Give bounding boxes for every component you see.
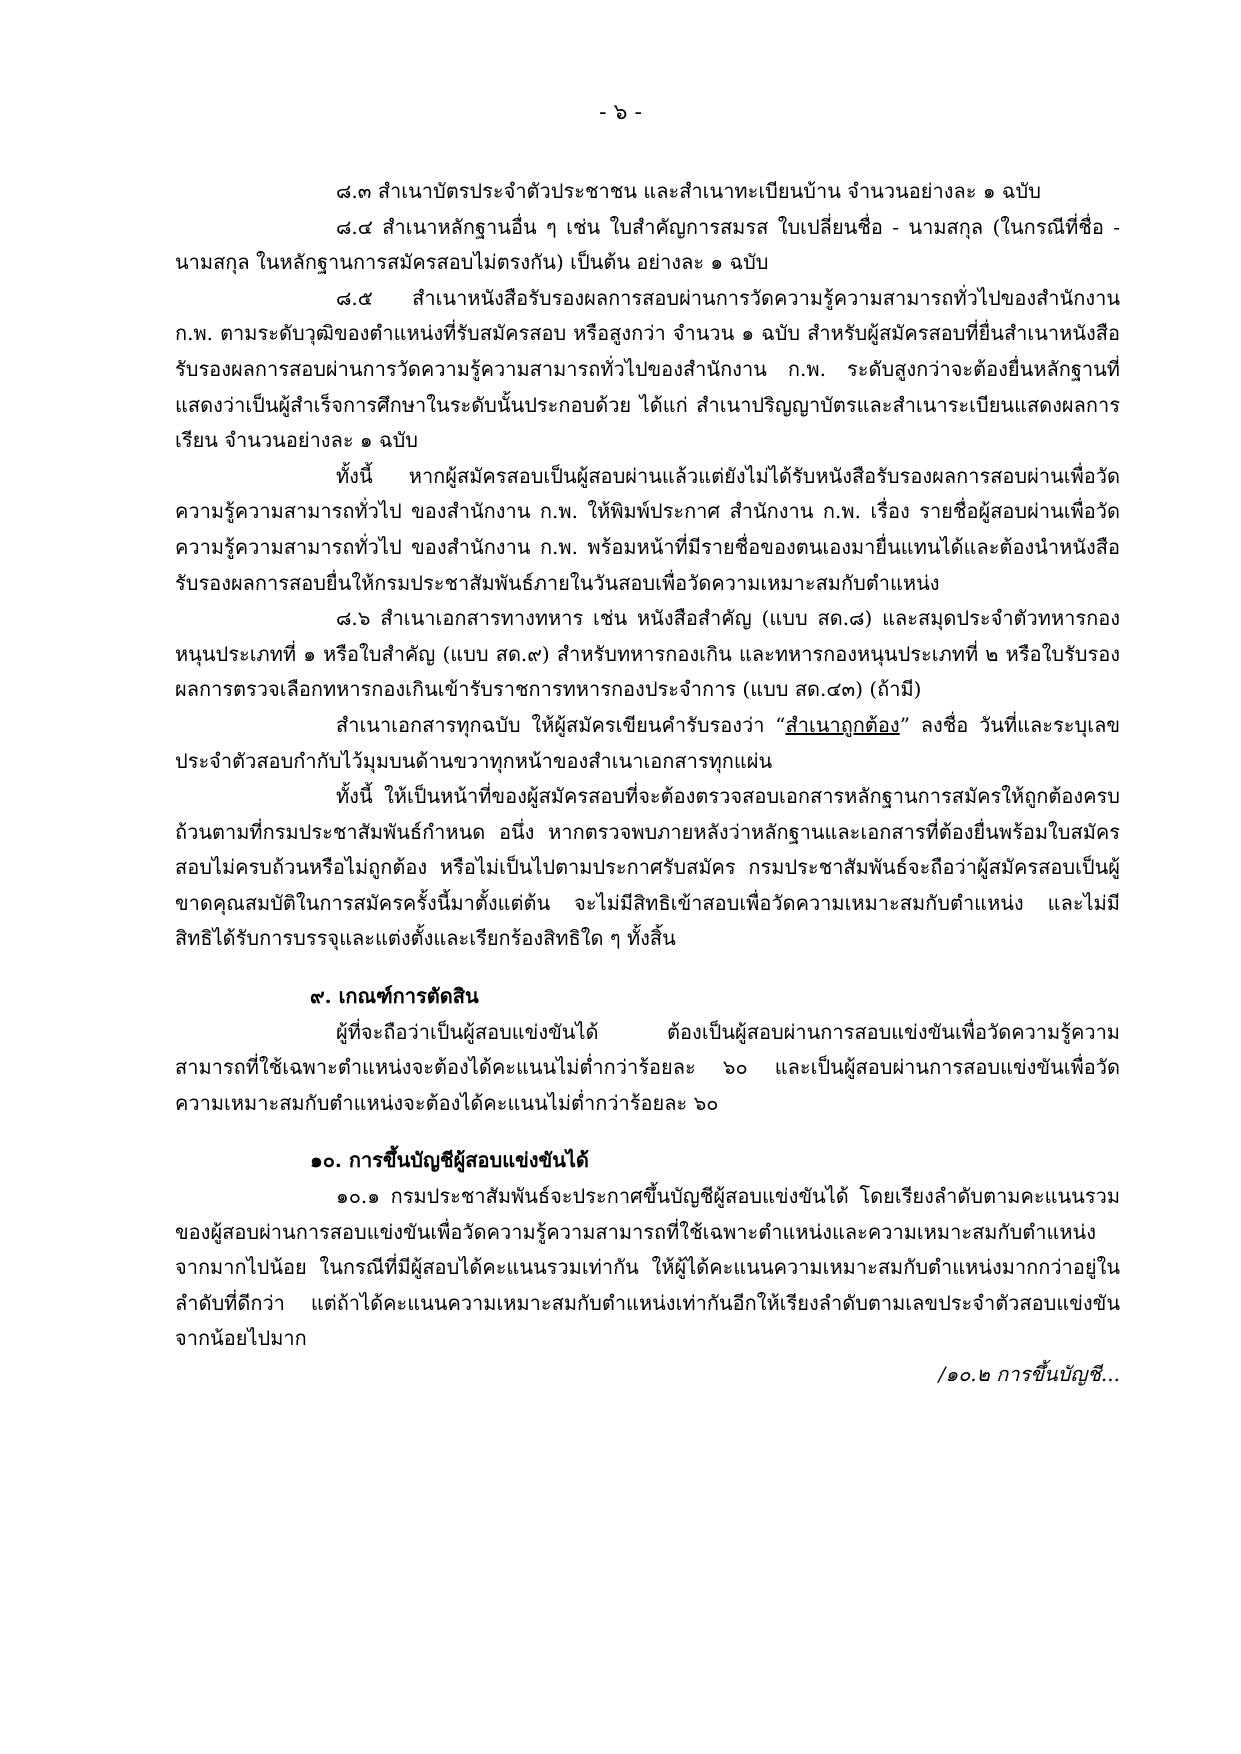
document-body	[175, 174, 1120, 1393]
certify-underlined-word: สำเนาถูกต้อง	[785, 712, 900, 737]
duty-paragraph: ทั้งนี้ ให้เป็นหน้าที่ของผู้สมัครสอบที่จะต้องตรวจสอบเอกสารหลักฐานการสมัครให้ถูกต้องครบถ้วนตามที่กรมประชาสัมพันธ์กำหนด อนึ่ง หากตรวจพบภายหลังว่าหลักฐานและเอกสารที่ต้องยื่นพร้อมใบสมัครสอบไม่ครบถ้วนหรือไม่ถูกต้อง หรือไม่เป็นไปตามประกาศรับสมัคร กรมประชาสัมพันธ์จะถือว่าผู้สมัครสอบเป็นผู้ขาดคุณสมบัติในการสมัครครั้งนี้มาตั้งแต่ต้น จะไม่มีสิทธิเข้าสอบเพื่อวัดความเหมาะสมกับตำแหน่ง และไม่มีสิทธิได้รับการบรรจุและแต่งตั้งและเรียกร้องสิทธิใด ๆ ทั้งสิ้น	[175, 784, 1120, 951]
item-8-5-paragraph: ๘.๕ สำเนาหนังสือรับรองผลการสอบผ่านการวัดความรู้ความสามารถทั่วไปของสำนักงาน ก.พ. ตามระดับวุฒิของตำแหน่งที่รับสมัครสอบ หรือสูงกว่า จำนวน ๑ ฉบับ สำหรับผู้สมัครสอบที่ยื่นสำเนาหนังสือรับรองผลการสอบผ่านการวัดความรู้ความสามารถทั่วไปของสำนักงาน ก.พ. ระดับสูงกว่าจะต้องยื่นหลักฐานที่แสดงว่าเป็นผู้สำเร็จการศึกษาในระดับนั้นประกอบด้วย ได้แก่ สำเนาปริญญาบัตรและสำเนาระเบียนแสดงผลการเรียน จำนวนอย่างละ ๑ ฉบับ	[175, 285, 1120, 453]
item-8-5-note-paragraph: ทั้งนี้ หากผู้สมัครสอบเป็นผู้สอบผ่านแล้วแต่ยังไม่ได้รับหนังสือรับรองผลการสอบผ่านเพื่อวัดความรู้ความสามารถทั่วไป ของสำนักงาน ก.พ. ให้พิมพ์ประกาศ สำนักงาน ก.พ. เรื่อง รายชื่อผู้สอบผ่านเพื่อวัดความรู้ความสามารถทั่วไป ของสำนักงาน ก.พ. พร้อมหน้าที่มีรายชื่อของตนเองมายื่นแทนได้และต้องนำหนังสือรับรองผลการสอบยื่นให้กรมประชาสัมพันธ์ภายในวันสอบเพื่อวัดความเหมาะสมกับตำแหน่ง	[175, 463, 1120, 595]
certify-text-after: ลงชื่อ วันที่และระบุเลขประจำตัวสอบกำกับไว้มุมบนด้านขวาทุกหน้าของสำเนาเอกสารทุกแผ่น	[175, 712, 1120, 773]
certify-open-quote: “	[775, 712, 786, 737]
item-8-3-paragraph: ๘.๓ สำเนาบัตรประจำตัวประชาชน และสำเนาทะเบียนบ้าน จำนวนอย่างละ ๑ ฉบับ	[336, 179, 1041, 203]
item-8-6-paragraph: ๘.๖ สำเนาเอกสารทางทหาร เช่น หนังสือสำคัญ (แบบ สด.๘) และสมุดประจำตัวทหารกองหนุนประเภทที่ ๑ หรือใบสำคัญ (แบบ สด.๙) สำหรับทหารกองเกิน และทหารกองหนุนประเภทที่ ๒ หรือใบรับรองผลการตรวจเลือกทหารกองเกินเข้ารับราชการทหารกองประจำการ (แบบ สด.๔๓) (ถ้ามี)	[175, 606, 1120, 702]
section-10-title: ๑๐. การขึ้นบัญชีผู้สอบแข่งขันได้	[310, 1148, 589, 1173]
certify-close-quote: ”	[899, 712, 910, 737]
section-9-paragraph: ผู้ที่จะถือว่าเป็นผู้สอบแข่งขันได้ ต้องเป็นผู้สอบผ่านการสอบแข่งขันเพื่อวัดความรู้ความสามารถที่ใช้เฉพาะตำแหน่งจะต้องได้คะแนนไม่ต่ำกว่าร้อยละ ๖๐ และเป็นผู้สอบผ่านการสอบแข่งขันเพื่อวัดความเหมาะสมกับตำแหน่งจะต้องได้คะแนนไม่ต่ำกว่าร้อยละ ๖๐	[175, 1019, 1120, 1115]
certify-text-before: สำเนาเอกสารทุกฉบับ ให้ผู้สมัครเขียนคำรับรองว่า	[336, 712, 776, 737]
certify-paragraph	[175, 708, 1120, 779]
section-10-paragraph: ๑๐.๑ กรมประชาสัมพันธ์จะประกาศขึ้นบัญชีผู้สอบแข่งขันได้ โดยเรียงลำดับตามคะแนนรวมของผู้สอบผ่านการสอบแข่งขันเพื่อวัดความรู้ความสามารถที่ใช้เฉพาะตำแหน่งและความเหมาะสมกับตำแหน่งจากมากไปน้อย ในกรณีที่มีผู้สอบได้คะแนนรวมเท่ากัน ให้ผู้ได้คะแนนความเหมาะสมกับตำแหน่งมากกว่าอยู่ในลำดับที่ดีกว่า แต่ถ้าได้คะแนนความเหมาะสมกับตำแหน่งเท่ากันอีกให้เรียงลำดับตามเลขประจำตัวสอบแข่งขันจากน้อยไปมาก	[175, 1184, 1120, 1351]
continuation-note: /๑๐.๒ การขึ้นบัญชี...	[938, 1362, 1120, 1386]
page-number: - ๖ -	[599, 100, 642, 125]
section-9-title: ๙. เกณฑ์การตัดสิน	[310, 984, 479, 1009]
spacer	[175, 957, 1120, 979]
spacer	[175, 1121, 1120, 1143]
item-8-4-paragraph: ๘.๔ สำเนาหลักฐานอื่น ๆ เช่น ใบสำคัญการสมรส ใบเปลี่ยนชื่อ - นามสกุล (ในกรณีที่ชื่อ - นามสกุล ในหลักฐานการสมัครสอบไม่ตรงกัน) เป็นต้น อย่างละ ๑ ฉบับ	[175, 214, 1120, 275]
